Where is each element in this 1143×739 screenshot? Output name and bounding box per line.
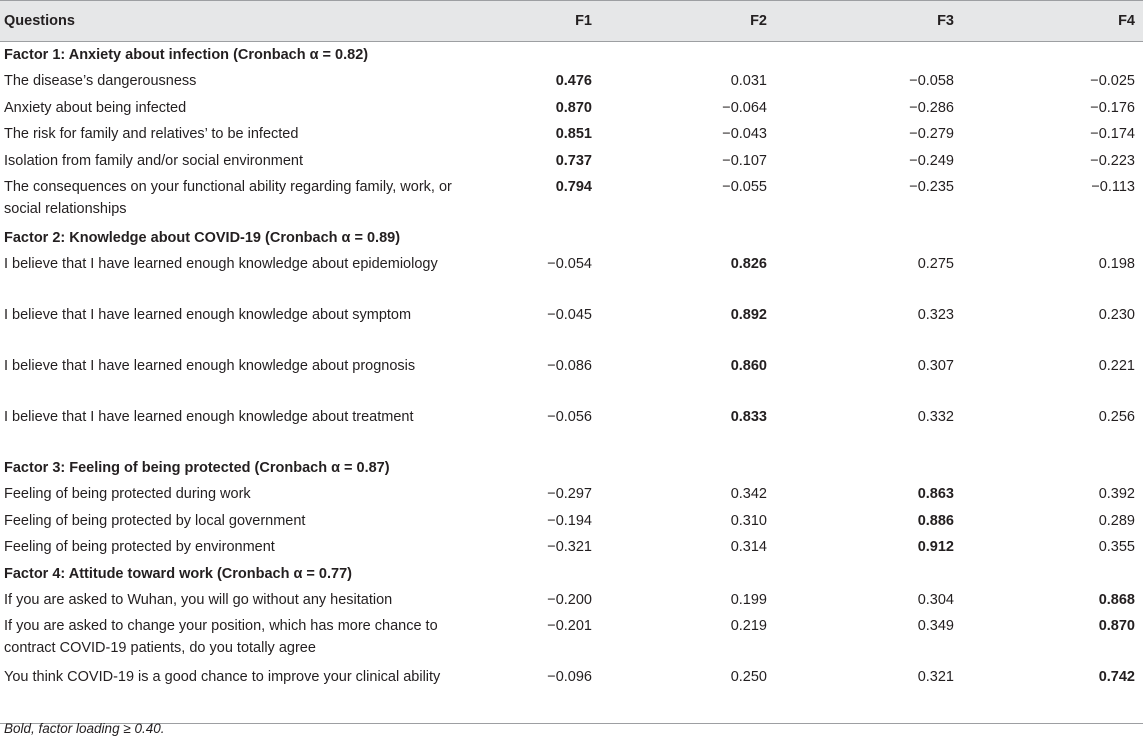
loading-cell-f4: 0.221 — [1098, 358, 1135, 374]
loading-cell-f4: 0.198 — [1098, 256, 1135, 272]
loading-cell-f2: 0.310 — [730, 512, 767, 529]
loading-value-bold: 0.868 — [1098, 591, 1135, 608]
question-cell: I believe that I have learned enough knowledge about epidemiology — [4, 256, 438, 272]
loading-cell-f2: −0.055 — [722, 179, 767, 195]
loading-cell-f3: −0.279 — [909, 126, 954, 142]
question-cell: I believe that I have learned enough knowledge about symptom — [4, 307, 412, 323]
loading-cell-f2: 0.250 — [598, 664, 773, 724]
loading-cell-f3 — [773, 534, 962, 561]
loading-cell-f4: 0.355 — [1098, 539, 1135, 555]
table-row — [0, 587, 1143, 614]
section-row — [0, 455, 1143, 481]
loading-cell-f4: −0.174 — [1090, 126, 1135, 142]
loading-cell-f4: 0.256 — [1098, 409, 1135, 425]
section-row — [0, 561, 1143, 587]
question-cell: Isolation from family and/or social environment — [4, 152, 303, 169]
question-cell: You think COVID-19 is a good chance to improve your clinical ability — [0, 664, 455, 724]
table-row — [0, 534, 1143, 561]
question-cell: If you are asked to change your position, which has more chance to contract COVID-19 patients, do you totally agree — [4, 618, 438, 656]
loading-value-bold: 0.860 — [730, 358, 767, 374]
loading-cell-f1 — [455, 95, 598, 122]
loading-cell-f3: −0.286 — [909, 99, 954, 116]
section-title: Factor 4: Attitude toward work (Cronbach α = 0.77) — [4, 565, 352, 582]
loading-value-bold: 0.833 — [730, 409, 767, 425]
loading-cell-f1 — [455, 68, 598, 95]
question-cell: The risk for family and relatives’ to be infected — [4, 126, 299, 142]
loading-value-bold: 0.892 — [730, 307, 767, 323]
loading-cell-f1: −0.297 — [547, 486, 592, 502]
loading-cell-f4 — [962, 613, 1143, 664]
loading-value-bold: 0.737 — [555, 152, 592, 169]
loading-value-bold: 0.476 — [555, 73, 592, 89]
table-footnote: Bold, factor loading ≥ 0.40. — [4, 721, 165, 736]
table-row — [0, 613, 1143, 664]
loading-value-bold: 0.863 — [917, 486, 954, 502]
loading-value-bold: 0.826 — [730, 256, 767, 272]
header-questions: Questions — [0, 1, 455, 42]
section-title: Factor 1: Anxiety about infection (Cronbach α = 0.82) — [4, 47, 369, 63]
loading-cell-f2: 0.314 — [730, 539, 767, 555]
section-title: Factor 2: Knowledge about COVID-19 (Cronbach α = 0.89) — [4, 230, 401, 246]
loading-cell-f4: −0.176 — [1090, 99, 1135, 116]
loading-cell-f2: 0.199 — [730, 591, 767, 608]
table-row — [0, 251, 1143, 302]
table-row — [0, 121, 1143, 148]
loading-cell-f1: −0.054 — [547, 256, 592, 272]
question-cell: The disease’s dangerousness — [4, 73, 197, 89]
header-f3: F3 — [773, 1, 962, 42]
loading-value-bold: 0.886 — [917, 512, 954, 529]
table-row — [0, 95, 1143, 122]
loading-cell-f2 — [598, 353, 773, 404]
loading-cell-f3 — [773, 508, 962, 535]
loading-cell-f4: −0.223 — [1090, 152, 1135, 169]
loading-cell-f2: −0.064 — [722, 99, 767, 116]
loading-cell-f3: 0.275 — [917, 256, 954, 272]
loading-cell-f3: −0.249 — [909, 152, 954, 169]
question-cell: The consequences on your functional ability regarding family, work, or social relationships — [4, 179, 452, 217]
question-cell: I believe that I have learned enough knowledge about treatment — [4, 409, 414, 425]
header-f1: F1 — [455, 1, 598, 42]
loading-value-bold: 0.912 — [917, 539, 954, 555]
loading-cell-f3: 0.321 — [773, 664, 962, 724]
loading-cell-f4: 0.392 — [1098, 486, 1135, 502]
table-row — [0, 148, 1143, 175]
section-title: Factor 3: Feeling of being protected (Cronbach α = 0.87) — [4, 460, 390, 476]
loading-cell-f1: −0.045 — [547, 307, 592, 323]
loading-cell-f2: 0.031 — [730, 73, 767, 89]
loading-cell-f2: 0.219 — [730, 618, 767, 634]
table-body — [0, 42, 1143, 724]
table-row — [0, 404, 1143, 455]
loading-cell-f4 — [962, 587, 1143, 614]
loading-cell-f1 — [455, 174, 598, 225]
section-row — [0, 225, 1143, 251]
table-row — [0, 302, 1143, 353]
table-row — [0, 174, 1143, 225]
loading-cell-f3: −0.058 — [909, 73, 954, 89]
loading-cell-f3: −0.235 — [909, 179, 954, 195]
loading-cell-f2: −0.043 — [722, 126, 767, 142]
loading-cell-f2 — [598, 251, 773, 302]
loading-cell-f3: 0.349 — [917, 618, 954, 634]
loading-cell-f1: −0.321 — [547, 539, 592, 555]
loading-cell-f2: −0.107 — [722, 152, 767, 169]
table-row — [0, 481, 1143, 508]
question-cell: Anxiety about being infected — [4, 99, 187, 116]
loading-cell-f2 — [598, 302, 773, 353]
loading-value-bold: 0.870 — [555, 99, 592, 116]
table-row — [0, 353, 1143, 404]
table-row — [0, 508, 1143, 535]
loading-cell-f3 — [773, 481, 962, 508]
loading-cell-f1: −0.056 — [547, 409, 592, 425]
loading-cell-f1: −0.086 — [547, 358, 592, 374]
loading-cell-f3: 0.323 — [917, 307, 954, 323]
loading-cell-f1: −0.200 — [547, 591, 592, 608]
loading-cell-f1: −0.194 — [547, 512, 592, 529]
loading-cell-f4: −0.113 — [1091, 179, 1135, 195]
loading-value-bold: 0.870 — [1098, 618, 1135, 634]
loading-cell-f4 — [962, 664, 1143, 724]
question-cell: I believe that I have learned enough knowledge about prognosis — [4, 358, 416, 374]
question-cell: Feeling of being protected by local government — [4, 512, 306, 529]
loading-cell-f4: −0.025 — [1090, 73, 1135, 89]
loading-cell-f1 — [455, 121, 598, 148]
loading-cell-f3: 0.307 — [917, 358, 954, 374]
table-row — [0, 68, 1143, 95]
loading-cell-f2 — [598, 404, 773, 455]
question-cell: Feeling of being protected by environment — [4, 539, 275, 555]
loading-cell-f3: 0.332 — [917, 409, 954, 425]
loading-value-bold: 0.851 — [555, 126, 592, 142]
loading-value-bold: 0.794 — [555, 179, 592, 195]
loading-cell-f4: 0.230 — [1098, 307, 1135, 323]
section-row — [0, 42, 1143, 69]
question-cell: If you are asked to Wuhan, you will go without any hesitation — [4, 591, 393, 608]
loading-cell-f1: −0.096 — [455, 664, 598, 724]
loading-cell-f4: 0.289 — [1098, 512, 1135, 529]
header-row — [0, 1, 1143, 42]
loading-cell-f3: 0.304 — [917, 591, 954, 608]
header-f2: F2 — [598, 1, 773, 42]
loading-cell-f1: −0.201 — [547, 618, 592, 634]
header-f4: F4 — [962, 1, 1143, 42]
table-header — [0, 1, 1143, 42]
loading-value-bold: 0.742 — [1098, 669, 1135, 685]
question-cell: Feeling of being protected during work — [4, 486, 251, 502]
table-row — [0, 664, 1143, 724]
loading-cell-f2: 0.342 — [730, 486, 767, 502]
loading-cell-f1 — [455, 148, 598, 175]
